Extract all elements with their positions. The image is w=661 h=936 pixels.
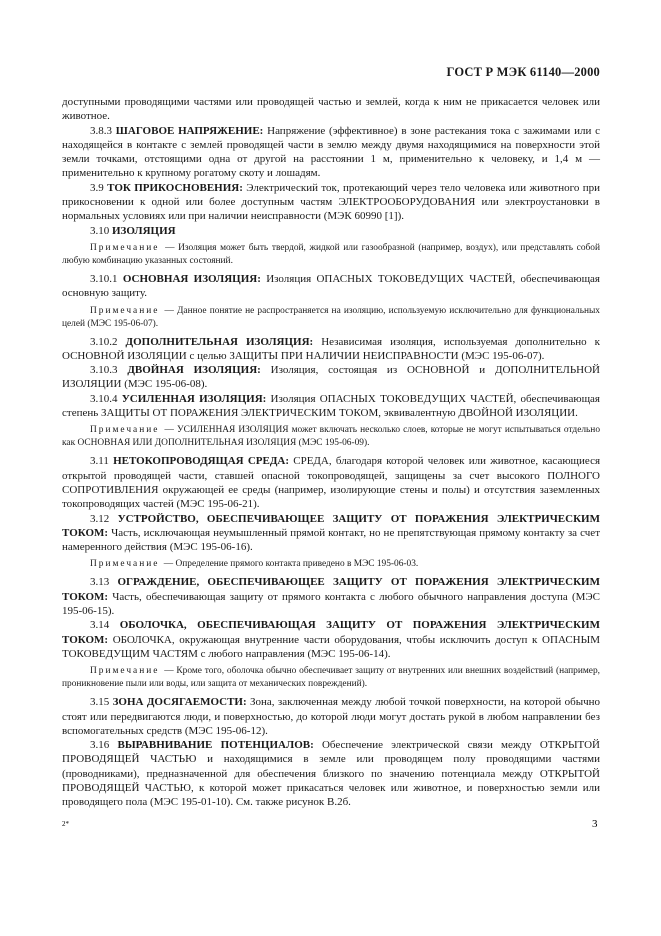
note-paragraph xyxy=(62,242,600,268)
clause-number: 3.16 xyxy=(90,739,118,752)
defined-term: ОБОЛОЧКА, ОБЕСПЕЧИВАЮЩАЯ ЗАЩИТУ ОТ ПОРАЖЕНИЯ ЭЛЕКТРИЧЕСКИМ ТОКОМ: xyxy=(62,619,600,646)
note-paragraph xyxy=(62,305,600,331)
definition-text: Изоляция ОПАСНЫХ ТОКОВЕДУЩИХ ЧАСТЕЙ, обеспечивающая основную защиту. xyxy=(62,272,600,300)
defined-term: ИЗОЛЯЦИЯ xyxy=(112,224,176,237)
definition-paragraph xyxy=(62,124,600,181)
note-text: — Изоляция может быть твердой, жидкой или газообразной (например, воздух), или представлять собой любую комбинацию указанных состояний. xyxy=(62,242,600,266)
clause-number: 3.10 xyxy=(90,224,112,237)
note-text: — Данное понятие не распространяется на изоляцию, используемую исключительно для функциональных целей (МЭС 195-06-07). xyxy=(62,305,600,329)
paragraph-continuation: доступными проводящими частями или проводящей частью и землей, когда к ним не прикасается человек или животное. xyxy=(62,96,600,123)
note-text: — Кроме того, оболочка обычно обеспечивает защиту от внутренних или внешних воздействий (например, проникновение пыли или воды, или защита от механических повреждений). xyxy=(62,666,600,690)
note-label: Примечание xyxy=(90,425,165,436)
defined-term: ОСНОВНАЯ ИЗОЛЯЦИЯ: xyxy=(122,272,261,285)
clause-number: 3.10.2 xyxy=(90,335,126,348)
definition-text: Часть, обеспечивающая защиту от прямого контакта с любого обычного направления доступа (МЭС 195-06-15). xyxy=(62,590,600,618)
definition-paragraph xyxy=(62,272,600,301)
definition-text: Обеспечение электрической связи между ОТКРЫТОЙ ПРОВОДЯЩЕЙ ЧАСТЬЮ и находящимися в земле или проводящем полу проводящими частями (проводниками), предназначенной для обеспечения близкого по значению потенциала между ОТКРЫТОЙ ПРОВОДЯЩЕЙ ЧАСТЬЮ, к которой может прикасаться человек или животное, и поверхностью земли или проводящего пола (МЭС 195-01-10). См. также рисунок В.2б. xyxy=(62,739,600,809)
defined-term: ОГРАЖДЕНИЕ, ОБЕСПЕЧИВАЮЩЕЕ ЗАЩИТУ ОТ ПОРАЖЕНИЯ ЭЛЕКТРИЧЕСКИМ ТОКОМ: xyxy=(62,576,600,603)
note-label: Примечание xyxy=(90,559,164,570)
note-paragraph xyxy=(62,558,600,571)
defined-term: УСТРОЙСТВО, ОБЕСПЕЧИВАЮЩЕЕ ЗАЩИТУ ОТ ПОРАЖЕНИЯ ЭЛЕКТРИЧЕСКИМ ТОКОМ: xyxy=(62,512,600,539)
note-text: — УСИЛЕННАЯ ИЗОЛЯЦИЯ может включать несколько слоев, которые не могут испытываться отдельно как ОСНОВНАЯ ИЛИ ДОПОЛНИТЕЛЬНАЯ ИЗОЛЯЦИЯ (МЭС 195-06-09). xyxy=(62,425,601,449)
defined-term: ШАГОВОЕ НАПРЯЖЕНИЕ: xyxy=(115,124,264,137)
definition-text: ОБОЛОЧКА, окружающая внутренние части оборудования, чтобы исключить доступ к ОПАСНЫМ ТОКОВЕДУЩИМ ЧАСТЯМ с любого направления (МЭС 195-06-14). xyxy=(62,633,600,660)
clause-number: 3.8.3 xyxy=(90,124,116,137)
clause-number: 3.11 xyxy=(90,455,114,468)
clause-number: 3.10.3 xyxy=(90,364,128,377)
defined-term: ДВОЙНАЯ ИЗОЛЯЦИЯ: xyxy=(127,364,261,377)
clause-number: 3.12 xyxy=(90,512,118,525)
signature-mark: 2* xyxy=(62,820,69,828)
note-label: Примечание xyxy=(90,666,165,677)
clause-number: 3.13 xyxy=(90,576,118,589)
note-label: Примечание xyxy=(90,242,166,253)
definition-text: Зона, заключенная между любой точкой поверхности, на которой обычно стоят или передвигаются люди, и поверхностью, до которой люди могут достать рукой в любом направлении без вспомогательных средств (МЭС 195-06-12). xyxy=(62,696,600,737)
definition-text: Изоляция ОПАСНЫХ ТОКОВЕДУЩИХ ЧАСТЕЙ, обеспечивающая степень ЗАЩИТЫ ОТ ПОРАЖЕНИЯ ЭЛЕКТРИЧЕСКИМ ТОКОМ, эквивалентную ДВОЙНОЙ ИЗОЛЯЦИИ. xyxy=(62,392,600,420)
clause-number: 3.10.1 xyxy=(90,272,123,285)
definition-paragraph xyxy=(62,181,600,224)
definition-text: Изоляция, состоящая из ОСНОВНОЙ и ДОПОЛНИТЕЛЬНОЙ ИЗОЛЯЦИИ (МЭС 195-06-08). xyxy=(62,364,600,391)
defined-term: ДОПОЛНИТЕЛЬНАЯ ИЗОЛЯЦИЯ: xyxy=(125,335,314,348)
definition-paragraph xyxy=(62,454,600,511)
defined-term: УСИЛЕННАЯ ИЗОЛЯЦИЯ: xyxy=(121,392,267,405)
note-paragraph xyxy=(62,424,600,450)
note-label: Примечание xyxy=(90,305,165,316)
document-body xyxy=(62,95,600,810)
defined-term: ТОК ПРИКОСНОВЕНИЯ: xyxy=(107,181,243,194)
definition-paragraph xyxy=(62,335,600,364)
definition-text: Часть, исключающая неумышленный прямой контакт, но не препятствующая прямому контакту за счет намеренного действия (МЭС 195-06-16). xyxy=(62,526,600,554)
definition-text: СРЕДА, благодаря которой человек или животное, касающиеся открытой проводящей части, ставшей опасной токопроводящей, защищены за счет высокого ПОЛНОГО СОПРОТИВЛЕНИЯ окружающей ее среды (например, изолирующие стены и полы) и отсутствия заземленных токопроводящих частей (МЭС 195-06-21). xyxy=(62,455,601,511)
defined-term: НЕТОКОПРОВОДЯЩАЯ СРЕДА: xyxy=(113,455,290,468)
clause-number: 3.10.4 xyxy=(90,392,122,405)
definition-text: Напряжение (эффективное) в зоне растекания тока с зажимами или с находящейся в контакте с землей проводящей части в землю между двумя находящимися на поверхности этой земли точками, отстоящими одна от другой на расстоянии 1 м, применительно к человеку, и 1,4 м — применительно к крупному рогатому скоту и лошадям. xyxy=(62,124,601,180)
definition-paragraph xyxy=(62,224,600,238)
definition-paragraph xyxy=(62,392,600,421)
definition-paragraph xyxy=(62,512,600,555)
definition-paragraph xyxy=(62,363,600,392)
standard-code-header: ГОСТ Р МЭК 61140—2000 xyxy=(446,65,600,79)
defined-term: ВЫРАВНИВАНИЕ ПОТЕНЦИАЛОВ: xyxy=(117,739,314,752)
note-paragraph xyxy=(62,665,600,691)
definition-paragraph xyxy=(62,618,600,661)
page-number: 3 xyxy=(592,818,598,830)
clause-number: 3.14 xyxy=(90,619,120,632)
document-page xyxy=(62,0,600,936)
defined-term: ЗОНА ДОСЯГАЕМОСТИ: xyxy=(112,696,247,709)
definition-paragraph xyxy=(62,695,600,738)
definition-text: Электрический ток, протекающий через тело человека или животного при прикосновении к одной или более доступным частям ЭЛЕКТРООБОРУДОВАНИЯ или электроустановки в нормальных условиях или при наличии неисправности (МЭК 60990 [1]). xyxy=(62,181,601,223)
clause-number: 3.15 xyxy=(90,696,113,709)
clause-number: 3.9 xyxy=(90,181,108,194)
definition-text: Независимая изоляция, используемая дополнительно к ОСНОВНОЙ ИЗОЛЯЦИИ с целью ЗАЩИТЫ ПРИ НАЛИЧИИ НЕИСПРАВНОСТИ (МЭС 195-06-07). xyxy=(62,335,601,362)
note-text: — Определение прямого контакта приведено в МЭС 195-06-03. xyxy=(163,559,419,570)
definition-paragraph xyxy=(62,575,600,618)
definition-paragraph xyxy=(62,738,600,809)
